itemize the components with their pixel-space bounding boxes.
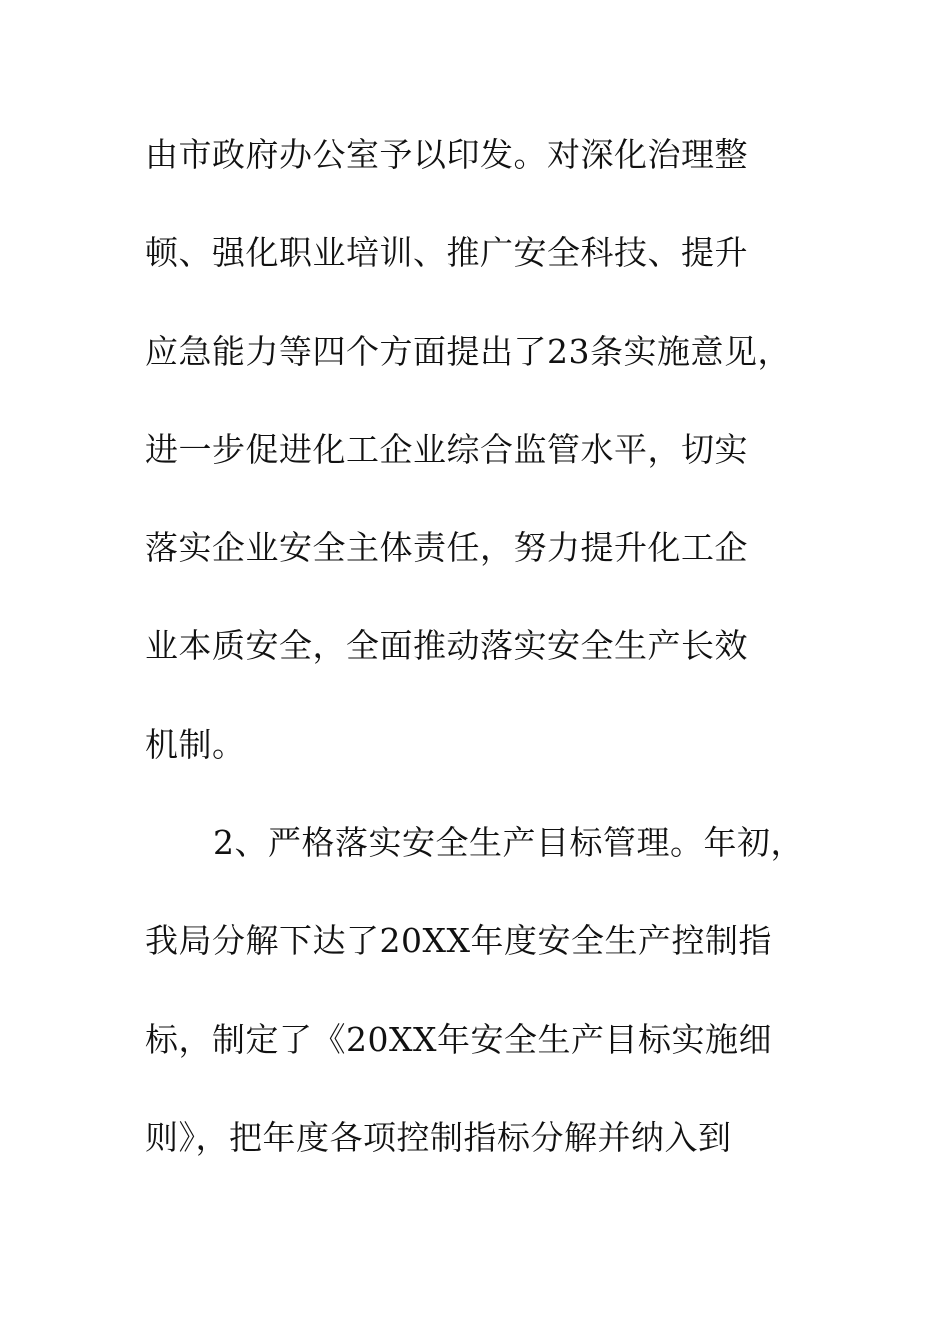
paragraph-line: 落实企业安全主体责任，努力提升化工企	[145, 528, 748, 568]
paragraph-line: 标，制定了《20XX年安全生产目标实施细	[145, 1019, 772, 1059]
paragraph-line: 应急能力等四个方面提出了23条实施意见，	[145, 331, 791, 371]
paragraph-line: 进一步促进化工企业综合监管水平，切实	[145, 429, 748, 469]
document-body	[145, 128, 815, 1209]
paragraph-2	[145, 816, 815, 1209]
paragraph-line: 业本质安全，全面推动落实安全生产长效	[145, 626, 748, 666]
paragraph-line: 由市政府办公室予以印发。对深化治理整	[145, 135, 748, 174]
paragraph-line: 则》，把年度各项控制指标分解并纳入到	[145, 1117, 732, 1157]
paragraph-1	[145, 128, 815, 816]
paragraph-line: 机制。	[145, 724, 246, 764]
paragraph-line: 顿、强化职业培训、推广安全科技、提升	[145, 233, 748, 273]
paragraph-line: 2、严格落实安全生产目标管理。年初，	[213, 823, 804, 863]
paragraph-line: 我局分解下达了20XX年度安全生产控制指	[145, 921, 772, 961]
